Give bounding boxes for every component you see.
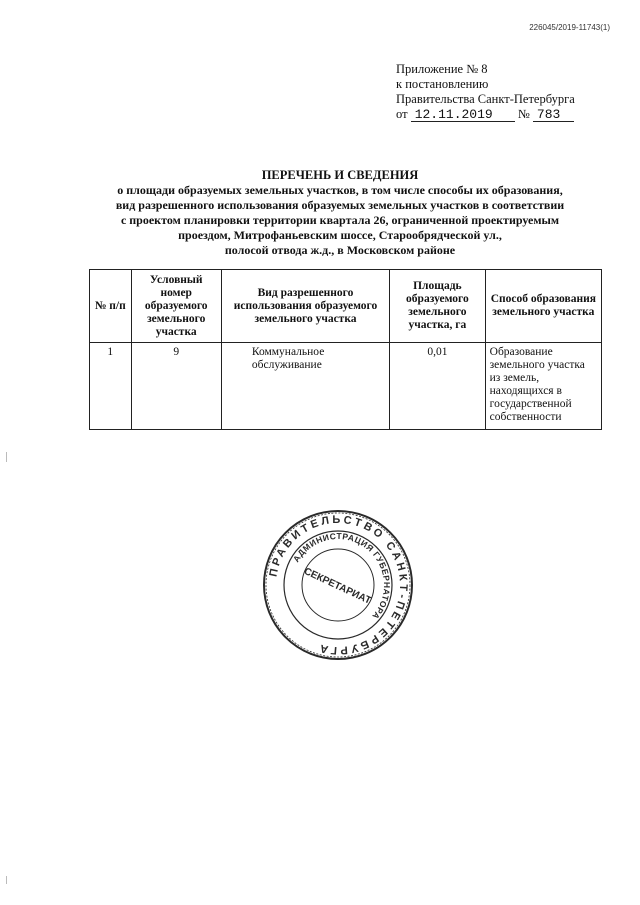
header-formation-method: Способ образования земельного участка — [485, 270, 601, 343]
title-line-2: вид разрешенного использования образуемых земельных участков в соответствии — [115, 198, 565, 212]
annex-date: 12.11.2019 — [411, 109, 515, 122]
title-line-4: проездом, Митрофаньевским шоссе, Старообрядческой ул., — [178, 228, 502, 242]
table-header-row — [90, 270, 602, 343]
header-row-number: № п/п — [90, 270, 132, 343]
land-plots-table — [89, 269, 602, 430]
cell-area: 0,01 — [390, 343, 486, 430]
document-registration-number: 226045/2019-11743(1) — [529, 23, 610, 32]
cell-row-number: 1 — [90, 343, 132, 430]
seal-center-text: СЕКРЕТАРИАТ — [302, 566, 373, 607]
title-heading: ПЕРЕЧЕНЬ И СВЕДЕНИЯ — [261, 168, 419, 182]
table-row — [90, 343, 602, 430]
seal-inner-text: АДМИНИСТРАЦИЯ ГУБЕРНАТОРА — [290, 530, 393, 622]
title-line-3: с проектом планировки территории квартала 26, ограниченной проектируемым — [120, 213, 560, 227]
annex-resolution-number: 783 — [533, 109, 574, 122]
seal-outer-text: ПРАВИТЕЛЬСТВО САНКТ-ПЕТЕРБУРГА — [267, 513, 410, 657]
annex-to-resolution: к постановлению — [396, 77, 489, 91]
scan-edge-mark — [6, 876, 7, 884]
annex-from-label: от — [396, 107, 408, 121]
title-line-5: полосой отвода ж.д., в Московском районе — [224, 243, 456, 257]
cell-formation-method: Образование земельного участка из земель, находящихся в государственной собственности — [485, 343, 601, 430]
annex-block — [396, 62, 575, 122]
official-seal-stamp — [262, 509, 414, 661]
cell-permitted-use: Коммунальное обслуживание — [221, 343, 389, 430]
cell-plot-number: 9 — [131, 343, 221, 430]
annex-number-label: № — [517, 107, 530, 121]
header-permitted-use: Вид разрешенного использования образуемого земельного участка — [221, 270, 389, 343]
annex-number: Приложение № 8 — [396, 62, 488, 76]
document-title — [60, 168, 620, 258]
annex-date-line — [396, 107, 575, 122]
annex-government: Правительства Санкт-Петербурга — [396, 92, 575, 106]
header-area: Площадь образуемого земельного участка, га — [390, 270, 486, 343]
header-plot-number: Условный номер образуемого земельного участка — [131, 270, 221, 343]
scan-edge-mark — [6, 452, 7, 462]
title-line-1: о площади образуемых земельных участков, в том числе способы их образования, — [117, 183, 563, 197]
